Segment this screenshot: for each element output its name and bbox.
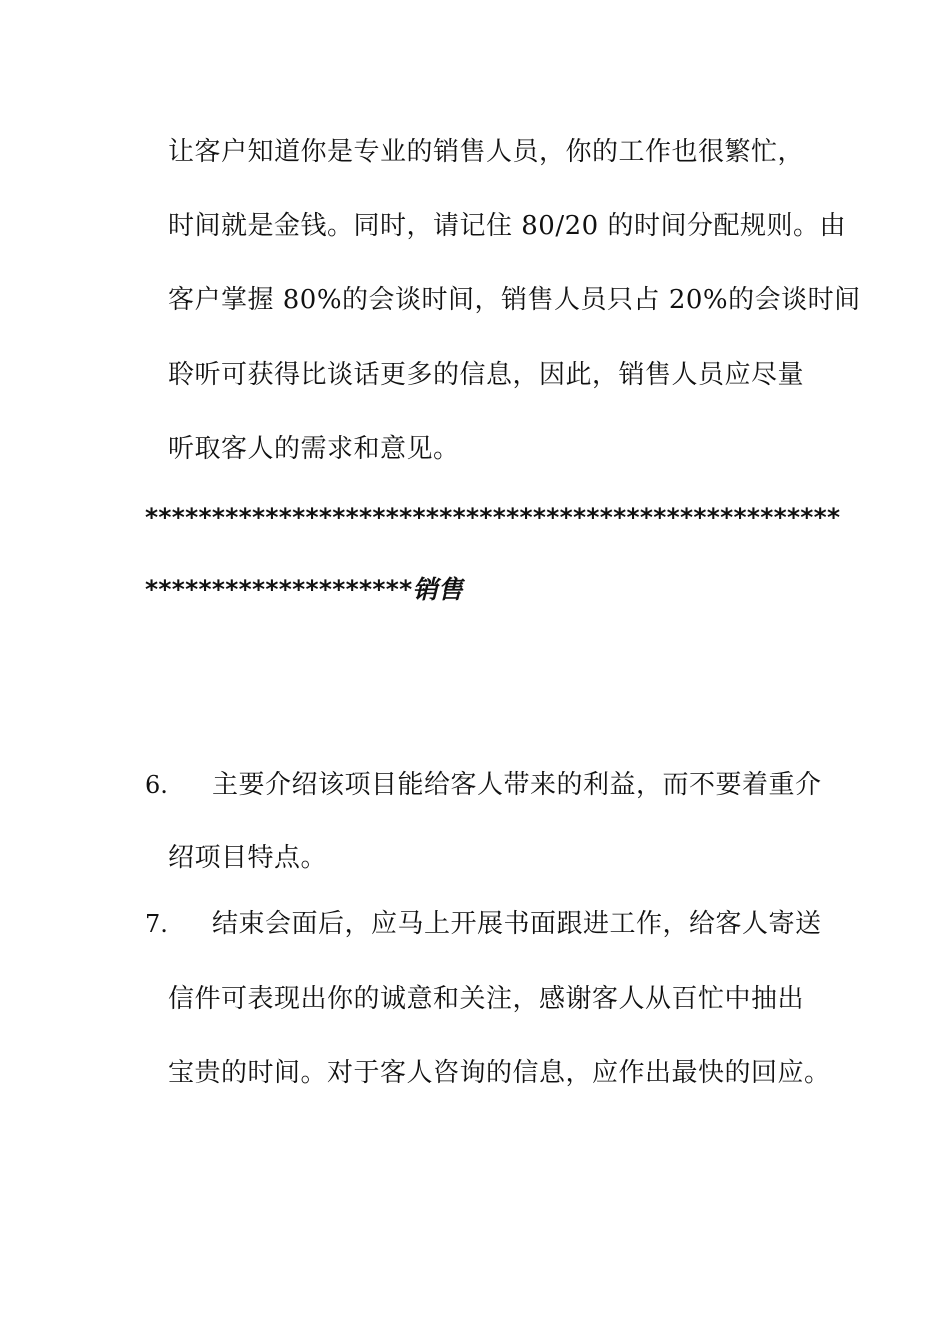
item-continuation-line: 信件可表现出你的诚意和关注，感谢客人从百忙中抽出 <box>168 984 805 1014</box>
item-number: 6. <box>145 771 168 799</box>
item-first-line: 主要介绍该项目能给客人带来的利益，而不要着重介 <box>212 770 822 800</box>
separator-line-2 <box>145 574 463 606</box>
paragraph-line: 客户掌握 80%的会谈时间，销售人员只占 20%的会谈时间 <box>168 285 861 315</box>
paragraph-line: 时间就是金钱。同时，请记住 80/20 的时间分配规则。由 <box>168 211 846 241</box>
paragraph-line: 聆听可获得比谈话更多的信息，因此，销售人员应尽量 <box>168 360 805 390</box>
separator-stars: ******************** <box>145 575 413 604</box>
separator-label: 销售 <box>412 575 464 604</box>
item-number: 7. <box>145 910 168 938</box>
item-first-line: 结束会面后，应马上开展书面跟进工作，给客人寄送 <box>212 909 822 939</box>
paragraph-line: 让客户知道你是专业的销售人员，你的工作也很繁忙， <box>168 137 805 167</box>
item-continuation-line: 宝贵的时间。对于客人咨询的信息，应作出最快的回应。 <box>168 1058 831 1088</box>
separator-line-1: **************************************************** <box>145 503 841 532</box>
item-continuation-line: 绍项目特点。 <box>168 843 328 873</box>
paragraph-line: 听取客人的需求和意见。 <box>168 434 460 464</box>
